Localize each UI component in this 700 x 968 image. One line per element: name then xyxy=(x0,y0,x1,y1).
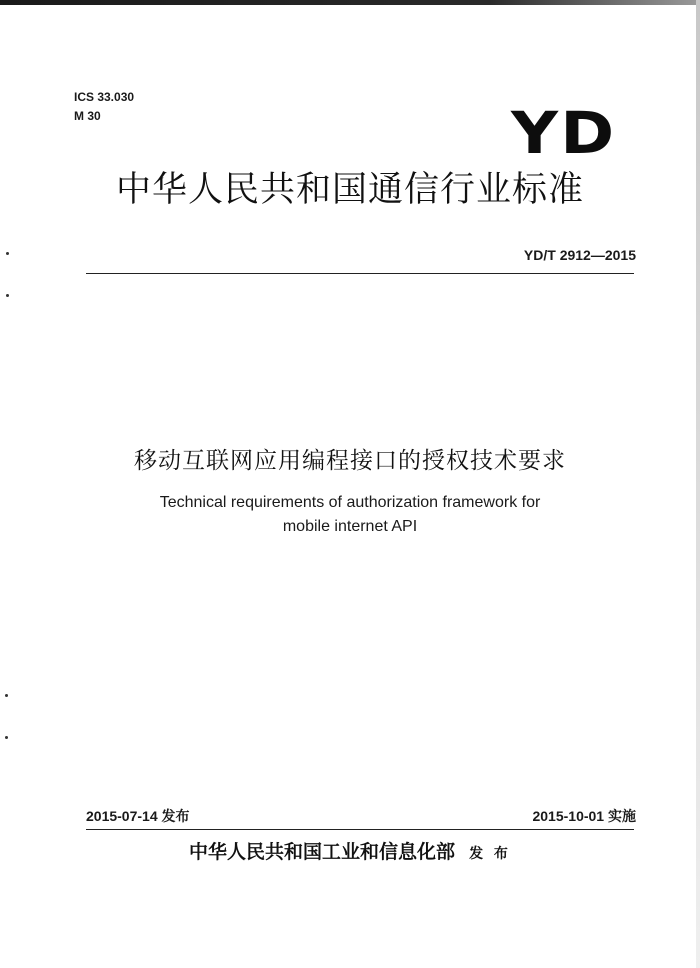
scan-speck xyxy=(6,294,9,297)
ics-code: ICS 33.030 xyxy=(74,90,135,104)
bottom-divider xyxy=(86,829,634,830)
top-divider xyxy=(86,273,634,274)
title-en-line-2: mobile internet API xyxy=(282,518,418,535)
implementation-date: 2015-10-01 实施 xyxy=(532,808,636,824)
ccs-code: M 30 xyxy=(74,109,101,123)
scan-top-edge xyxy=(0,0,700,5)
issue-date: 2015-07-14 发布 xyxy=(86,808,190,824)
standard-category-title: 中华人民共和国通信行业标准 xyxy=(115,170,584,210)
scan-speck xyxy=(6,252,9,255)
scan-speck xyxy=(5,694,8,697)
yd-logo: YD xyxy=(511,99,617,167)
document-title-english xyxy=(0,491,700,539)
publisher-name: 中华人民共和国工业和信息化部 xyxy=(189,841,456,863)
scan-right-edge xyxy=(696,0,700,968)
publisher-line xyxy=(0,843,700,862)
publish-verb: 发 布 xyxy=(469,846,511,862)
scan-speck xyxy=(5,736,8,739)
document-title-chinese: 移动互联网应用编程接口的授权技术要求 xyxy=(134,448,566,474)
standard-number: YD/T 2912—2015 xyxy=(523,247,636,263)
title-en-line-1: Technical requirements of authorization framework for xyxy=(159,494,541,511)
